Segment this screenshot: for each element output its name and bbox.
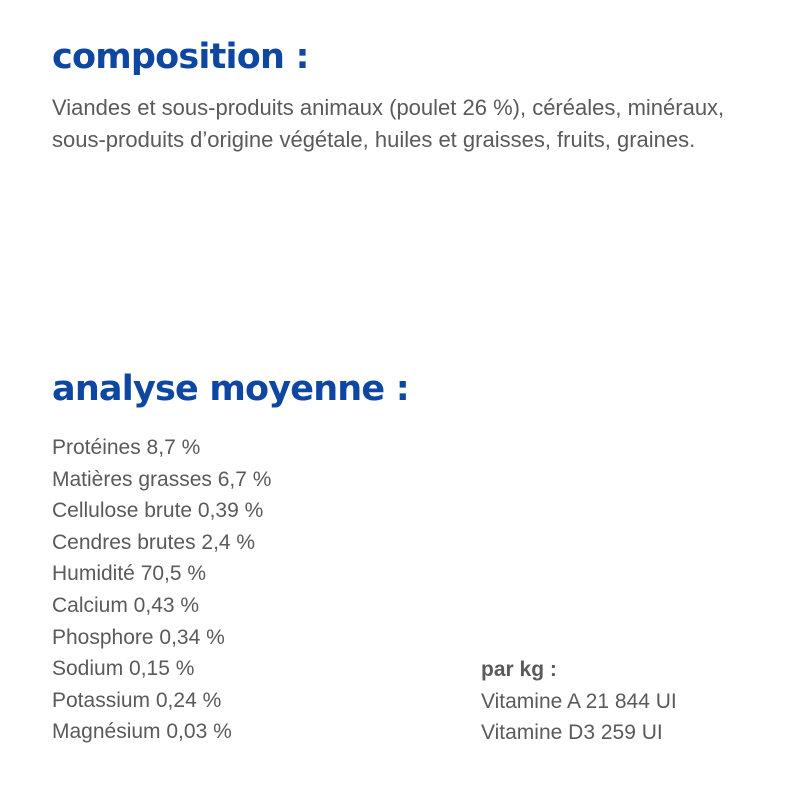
analysis-item-calcium: Calcium 0,43 % <box>52 593 200 617</box>
analysis-list <box>52 432 271 748</box>
analysis-item-potassium: Potassium 0,24 % <box>52 688 222 712</box>
vitamins-block <box>481 654 677 749</box>
composition-text: Viandes et sous-produits animaux (poulet 26 %), céréales, minéraux, sous-produits d’origine végétale, huiles et graisses, fruits, graines. <box>52 95 725 152</box>
composition-heading: composition : <box>52 37 309 77</box>
vitamins-list <box>481 686 677 749</box>
analysis-item-cellulose-brute: Cellulose brute 0,39 % <box>52 499 264 523</box>
analysis-item-humidite: Humidité 70,5 % <box>52 562 207 586</box>
analysis-item-magnesium: Magnésium 0,03 % <box>52 720 232 744</box>
analysis-item-sodium: Sodium 0,15 % <box>52 657 195 681</box>
analysis-item-matieres-grasses: Matières grasses 6,7 % <box>52 467 272 491</box>
analysis-heading: analyse moyenne : <box>52 369 409 409</box>
vitamins-title: par kg : <box>481 658 557 681</box>
analysis-item-proteines: Protéines 8,7 % <box>52 436 201 459</box>
analysis-item-phosphore: Phosphore 0,34 % <box>52 625 225 649</box>
vitamin-item-a: Vitamine A 21 844 UI <box>481 689 677 713</box>
vitamin-item-d3: Vitamine D3 259 UI <box>481 721 663 745</box>
analysis-item-cendres-brutes: Cendres brutes 2,4 % <box>52 530 256 554</box>
